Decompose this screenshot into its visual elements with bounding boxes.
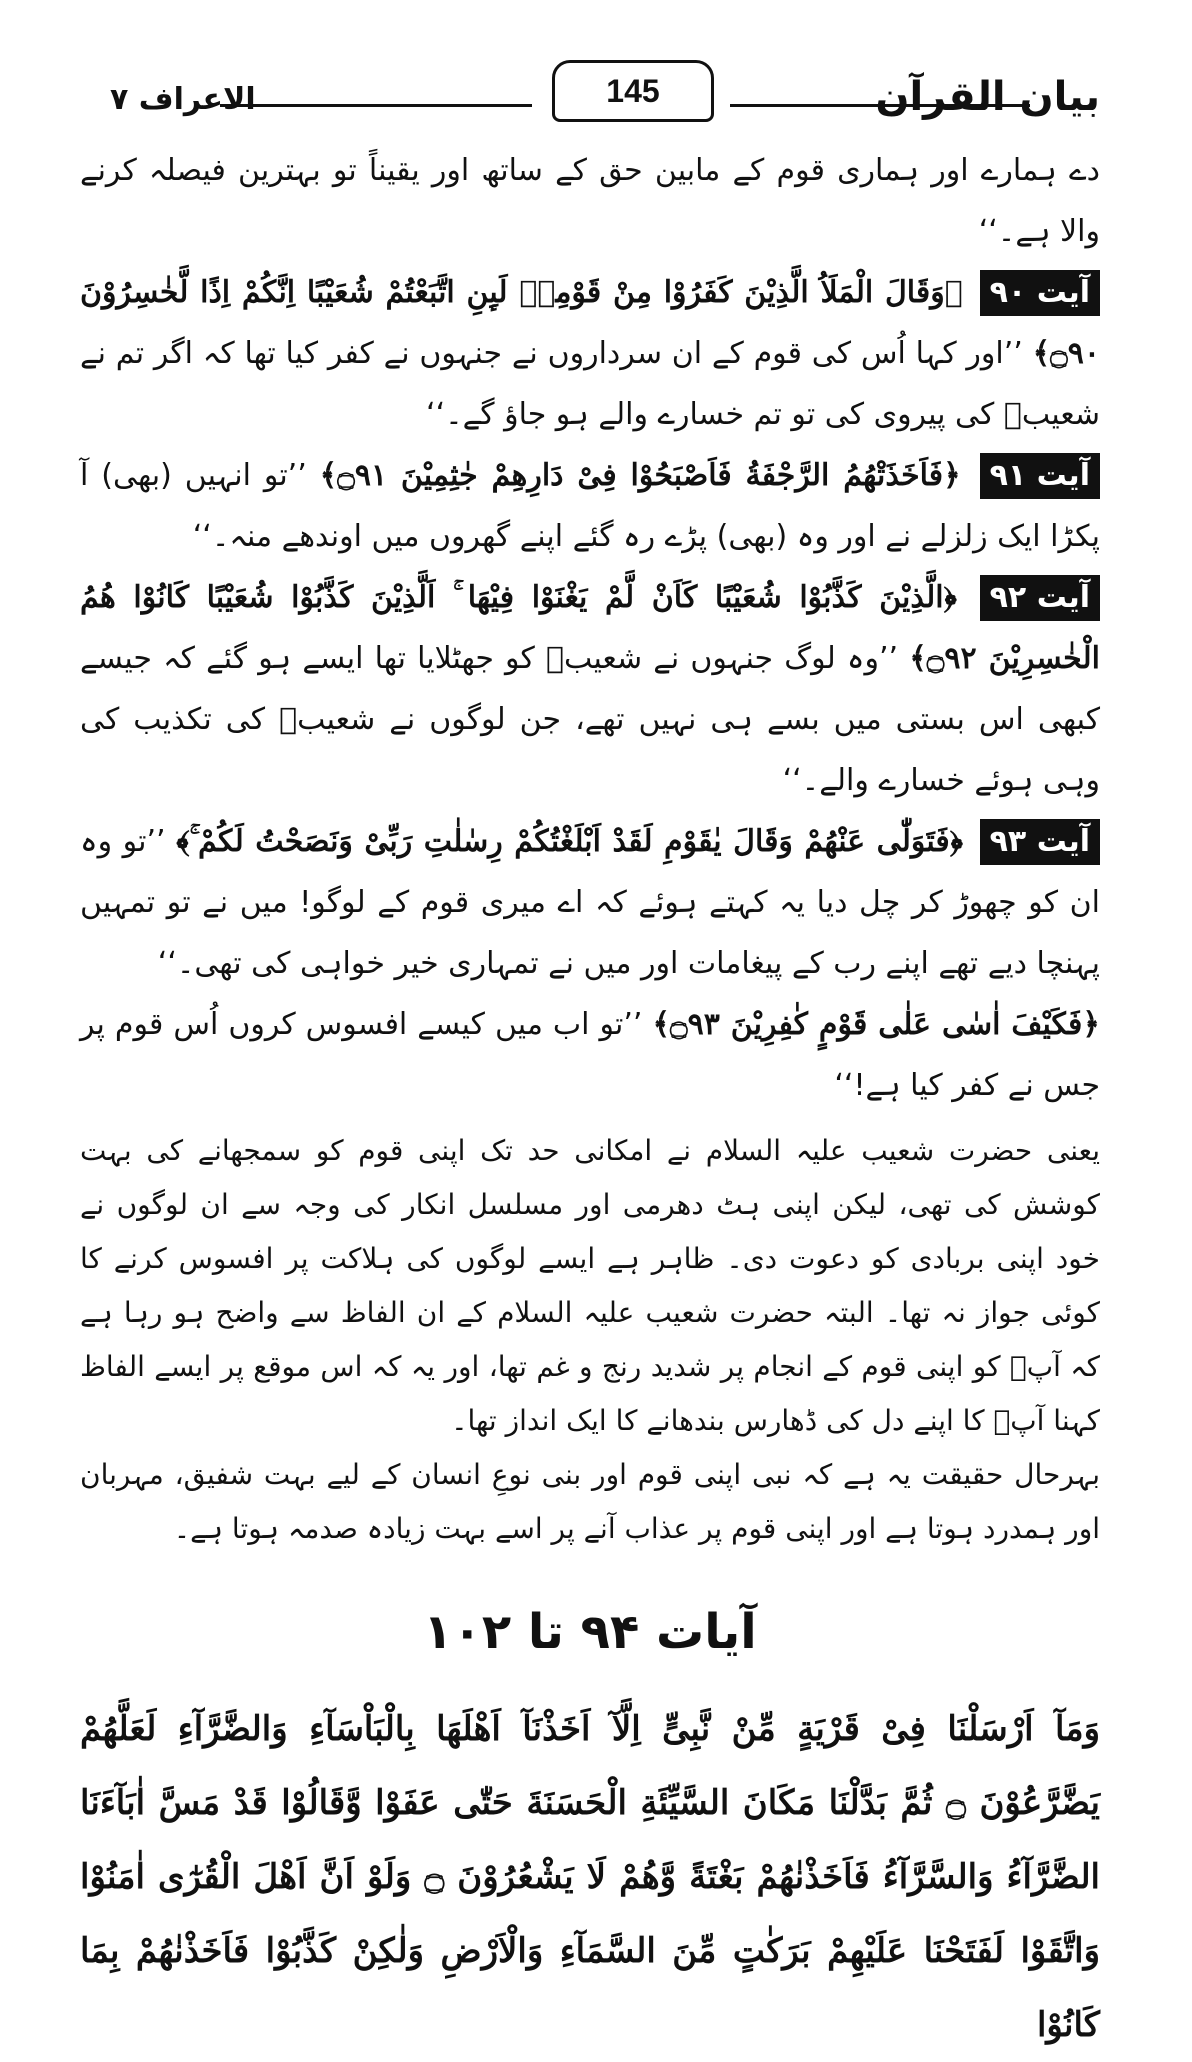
ayah-arabic: ﴿فَكَیْفَ اٰسٰى عَلٰى قَوْمٍ كٰفِرِیْنَ ۝۹۳﴾: [652, 1007, 1100, 1042]
ayah-93: [80, 811, 1100, 994]
ayah-translation: ’’تو اب میں کیسے افسوس کروں اُس قوم پر جس نے کفر کیا ہے!‘‘: [80, 1007, 1100, 1103]
ayah-label: آیت ۹۰: [980, 270, 1100, 316]
quran-block: [80, 1692, 1100, 2062]
commentary: [80, 1124, 1100, 1556]
page-header: [110, 60, 1100, 130]
page-number: 145: [552, 60, 714, 122]
ayah-arabic: ﴿وَقَالَ الْمَلَاُ الَّذِیْنَ كَفَرُوْا مِنْ قَوْمِهٖ لَىِٕنِ اتَّبَعْتُمْ شُعَیْبًا اِنَّكُمْ اِذًا لَّخٰسِرُوْنَ ۝۹۰﴾: [80, 275, 1100, 371]
ayah-label: آیت ۹۳: [980, 819, 1100, 865]
ayah-label: آیت ۹۲: [980, 575, 1100, 621]
ayah-90: [80, 262, 1100, 445]
ayah-91: [80, 445, 1100, 567]
commentary-paragraph: بہرحال حقیقت یہ ہے کہ نبی اپنی قوم اور بنی نوعِ انسان کے لیے بہت شفیق، مہربان اور ہمدرد ہوتا ہے اور اپنی قوم پر عذاب آنے پر اسے بہت زیادہ صدمہ ہوتا ہے۔: [80, 1458, 1100, 1545]
header-rule-left: [220, 104, 532, 107]
ayah-label: آیت ۹۱: [980, 453, 1100, 499]
ayah-translation: ’’وہ لوگ جنہوں نے شعیبؑ کو جھٹلایا تھا ایسے ہو گئے کہ جیسے کبھی اس بستی میں بسے ہی نہیں تھے، جن لوگوں نے شعیبؑ کی تکذیب کی وہی ہوئے خسارے والے۔‘‘: [80, 641, 1100, 798]
ayah-arabic: ﴿فَاَخَذَتْهُمُ الرَّجْفَةُ فَاَصْبَحُوْا فِیْ دَارِهِمْ جٰثِمِیْنَ ۝۹۱﴾: [319, 458, 961, 493]
quran-line: وَمَآ اَرْسَلْنَا فِیْ قَرْیَةٍ مِّنْ نَّبِیٍّ اِلَّآ اَخَذْنَآ اَهْلَهَا بِالْبَاْسَآءِ وَالضَّرَّآءِ لَعَلَّهُمْ: [80, 1709, 1100, 1749]
commentary-paragraph: یعنی حضرت شعیب علیہ السلام نے امکانی حد تک اپنی قوم کو سمجھانے کی بہت کوشش کی تھی، لیکن اپنی ہٹ دھرمی اور مسلسل انکار کی وجہ سے ان لوگوں نے خود اپنی بربادی کو دعوت دی۔ ظاہر ہے ایسے لوگوں کی ہلاکت پر افسوس کرنے کا کوئی جواز نہ تھا۔ البتہ حضرت شعیب علیہ السلام کے ان الفاظ سے واضح ہو رہا ہے کہ آپؑ کو اپنی قوم کے انجام پر شدید رنج و غم تھا، اور یہ کہ اس موقع پر ایسے الفاظ کہنا آپؑ کا اپنے دل کی ڈھارس بندھانے کا ایک انداز تھا۔: [80, 1134, 1100, 1437]
section-heading: آیات ۹۴ تا ۱۰۲: [423, 1604, 757, 1660]
ayah-92: [80, 567, 1100, 811]
surah-label: الاعراف ۷: [110, 82, 256, 117]
ayah-arabic: ﴿الَّذِیْنَ كَذَّبُوْا شُعَیْبًا كَاَنْ لَّمْ یَغْنَوْا فِیْهَا ۚ اَلَّذِیْنَ كَذَّبُوْا شُعَیْبًا كَانُوْا هُمُ الْخٰسِرِیْنَ ۝۹۲﴾: [80, 580, 1101, 676]
quran-line: الضَّرَّآءُ وَالسَّرَّآءُ فَاَخَذْنٰهُمْ بَغْتَةً وَّهُمْ لَا یَشْعُرُوْنَ ۝ وَلَوْ اَنَّ اَهْلَ الْقُرٰٓى اٰمَنُوْا: [80, 1857, 1100, 1897]
ayah-arabic: ﴿فَتَوَلّٰى عَنْهُمْ وَقَالَ یٰقَوْمِ لَقَدْ اَبْلَغْتُكُمْ رِسٰلٰتِ رَبِّیْ وَنَصَحْتُ لَكُمْ ۚ﴾: [176, 824, 964, 859]
quran-line: یَضَّرَّعُوْنَ ۝ ثُمَّ بَدَّلْنَا مَكَانَ السَّیِّئَةِ الْحَسَنَةَ حَتّٰى عَفَوْا وَّقَالُوْا قَدْ مَسَّ اٰبَآءَنَا: [80, 1783, 1100, 1823]
book-title: بیان القرآن: [875, 74, 1100, 120]
quran-line: وَاتَّقَوْا لَفَتَحْنَا عَلَیْهِمْ بَرَكٰتٍ مِّنَ السَّمَآءِ وَالْاَرْضِ وَلٰكِنْ كَذَّبُوْا فَاَخَذْنٰهُمْ بِمَا كَانُوْا: [80, 1931, 1100, 2045]
page-content: [80, 140, 1100, 2062]
continued-line: دے ہمارے اور ہماری قوم کے مابین حق کے ساتھ اور یقیناً تو بہترین فیصلہ کرنے والا ہے۔‘‘: [80, 153, 1100, 249]
ayah-93-continued: [80, 994, 1100, 1116]
ayah-translation: ’’اور کہا اُس کی قوم کے ان سرداروں نے جنہوں نے کفر کیا تھا کہ اگر تم نے شعیبؑ کی پیروی کی تو تم خسارے والے ہو جاؤ گے۔‘‘: [80, 336, 1100, 432]
ayah-translation: ’’تو وہ ان کو چھوڑ کر چل دیا یہ کہتے ہوئے کہ اے میری قوم کے لوگو! میں نے تو تمہیں پہنچا دیے تھے اپنے رب کے پیغامات اور میں نے تمہاری خیر خواہی کی تھی۔‘‘: [80, 824, 1100, 981]
ayah-translation: ’’تو انہیں (بھی) آ پکڑا ایک زلزلے نے اور وہ (بھی) پڑے رہ گئے اپنے گھروں میں اوندھے منہ۔‘‘: [80, 458, 1100, 554]
